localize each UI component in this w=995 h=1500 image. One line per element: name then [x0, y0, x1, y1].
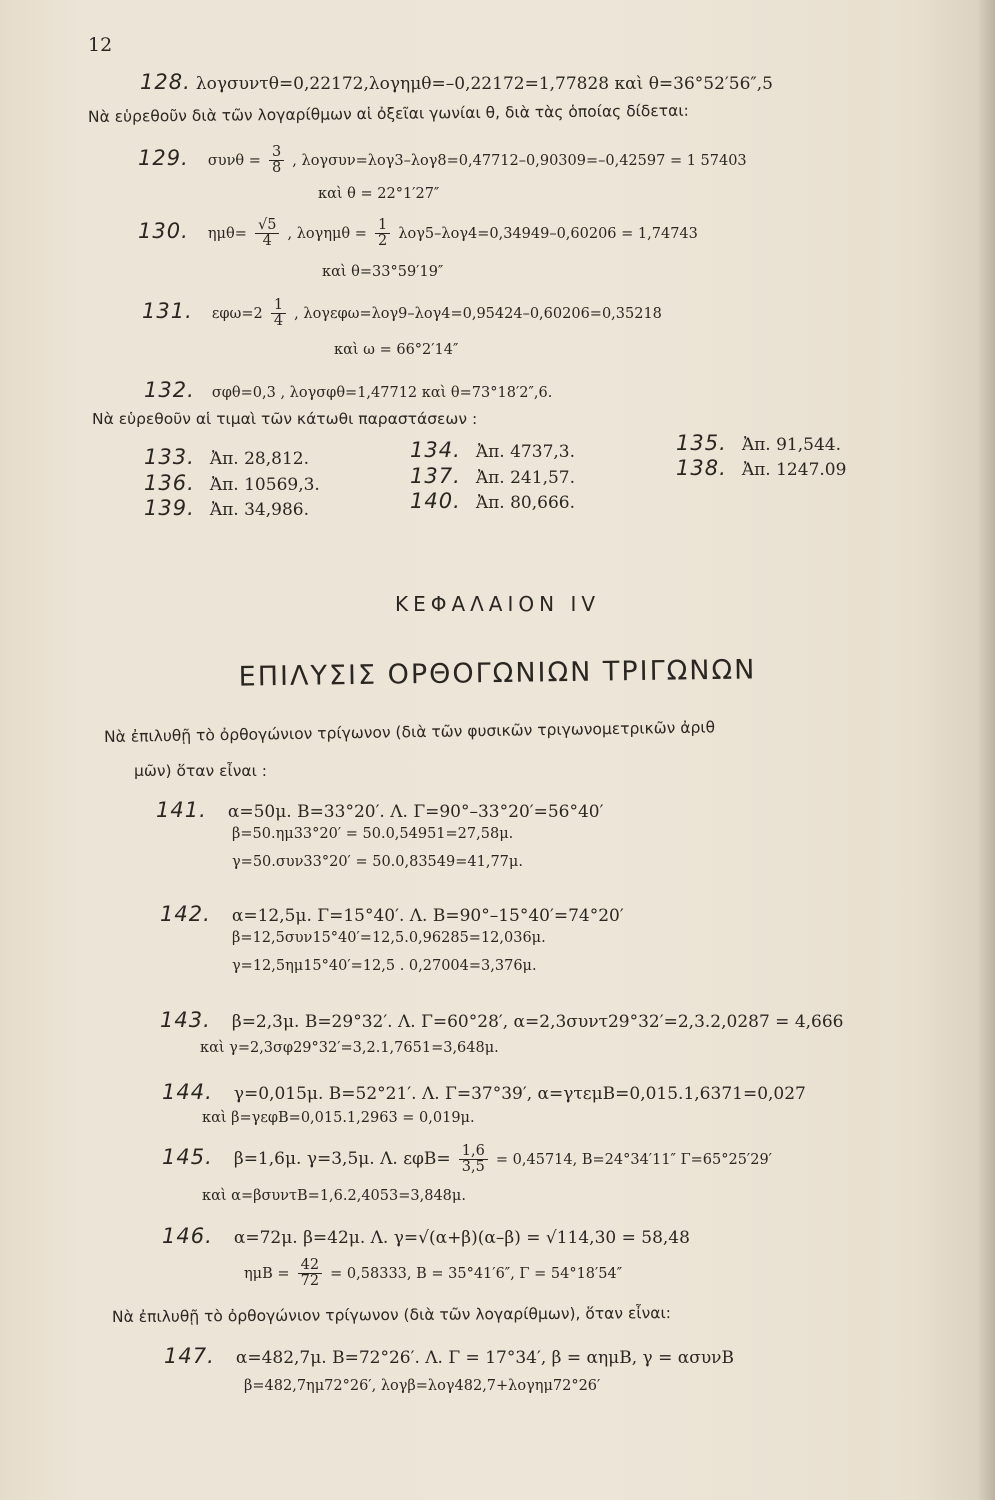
problem-146: [162, 1224, 690, 1248]
problem-number: 132.: [144, 378, 195, 402]
problem-145-line2: καὶ α=βσυντΒ=1,6.2,4053=3,848μ.: [202, 1188, 466, 1204]
page-edge-shadow: [977, 0, 995, 1500]
numerator: √5: [255, 218, 279, 234]
denominator: 72: [300, 1273, 320, 1290]
problem-131-result: καὶ ω = 66°2′14″: [334, 342, 459, 358]
problem-144: [162, 1080, 806, 1104]
answer-value: Ἀπ. 241,57.: [475, 468, 576, 488]
numerator: 42: [298, 1258, 322, 1274]
problem-text: σφθ=0,3 , λογσφθ=1,47712 καὶ θ=73°18′2″,6.: [211, 385, 553, 401]
formula-lhs: εφω=2: [211, 306, 263, 323]
problem-number: 135.: [676, 431, 727, 455]
problem-number: 142.: [160, 902, 211, 926]
fraction: [271, 298, 286, 329]
answer-value: Ἀπ. 4737,3.: [475, 442, 576, 462]
problem-number: 131.: [142, 299, 193, 324]
section-heading-3: Νὰ ἐπιλυθῇ τὸ ὀρθογώνιον τρίγωνον (διὰ τῶν λογαρίθμων), ὅταν εἶναι:: [111, 1304, 671, 1326]
intro-text-line2: μῶν) ὅταν εἶναι :: [134, 762, 267, 780]
fraction: [459, 1144, 488, 1175]
problem-147: [164, 1344, 734, 1368]
problem-number: 133.: [144, 445, 195, 469]
problem-number: 140.: [410, 489, 461, 513]
problem-given: α=72μ. β=42μ. Λ. γ=√(α+β)(α–β) = √114,30 = 58,48: [233, 1228, 690, 1248]
problem-141-line2: β=50.ημ33°20′ = 50.0,54951=27,58μ.: [232, 826, 514, 842]
denominator: 3,5: [461, 1159, 485, 1176]
problem-number: 129.: [138, 146, 189, 171]
problem-146-line2: [244, 1258, 622, 1289]
problem-given: β=1,6μ. γ=3,5μ. Λ. εφΒ=: [233, 1149, 451, 1170]
problem-text: λογσυντθ=0,22172,λογημθ=–0,22172=1,77828 καὶ θ=36°52′56″,5: [195, 74, 773, 94]
formula-rest: , λογσυν=λογ3–λογ8=0,47712–0,90309=–0,42597 = 1 57403: [292, 153, 747, 170]
answer-137: [410, 464, 575, 488]
numerator: 1: [271, 298, 286, 314]
problem-147-line2: β=482,7ημ72°26′, λογβ=λογ482,7+λογημ72°26′: [244, 1378, 601, 1394]
problem-number: 136.: [144, 471, 195, 495]
chapter-title: ΕΠΙΛΥΣΙΣ ΟΡΘΟΓΩΝΙΩΝ ΤΡΙΓΩΝΩΝ: [238, 654, 757, 693]
numerator: 3: [269, 145, 284, 161]
fraction: [375, 218, 390, 249]
answer-value: Ἀπ. 91,544.: [741, 435, 842, 455]
problem-number: 130.: [138, 219, 189, 244]
chapter-label: ΚΕΦΑΛΑΙΟΝ IV: [394, 592, 601, 616]
problem-128: [140, 70, 773, 94]
answer-134: [410, 438, 575, 462]
answer-135: [676, 431, 841, 455]
problem-143-line2: καὶ γ=2,3σφ29°32′=3,2.1,7651=3,648μ.: [200, 1040, 499, 1056]
problem-142: [160, 902, 624, 926]
problem-number: 143.: [160, 1008, 211, 1032]
answer-value: Ἀπ. 10569,3.: [209, 475, 320, 495]
intro-text-line1: Νὰ ἐπιλυθῇ τὸ ὀρθογώνιον τρίγωνον (διὰ τῶν φυσικῶν τριγωνομετρικῶν ἀριθ: [103, 718, 716, 746]
problem-number: 144.: [162, 1080, 213, 1104]
section-heading-1: Νὰ εὑρεθοῦν διὰ τῶν λογαρίθμων αἱ ὀξεῖαι γωνίαι θ, διὰ τὰς ὁποίας δίδεται:: [87, 101, 689, 126]
denominator: 4: [273, 313, 284, 330]
fraction: [269, 145, 284, 176]
formula-rest: = 0,45714, Β=24°34′11″ Γ=65°25′29′: [495, 1152, 772, 1169]
problem-141-line3: γ=50.συν33°20′ = 50.0,83549=41,77μ.: [232, 854, 523, 870]
problem-number: 138.: [676, 456, 727, 480]
answer-139: [144, 496, 309, 520]
problem-144-line2: καὶ β=γεφΒ=0,015.1,2963 = 0,019μ.: [202, 1110, 475, 1126]
problem-141: [156, 798, 604, 822]
problem-given: γ=0,015μ. Β=52°21′. Λ. Γ=37°39′, α=γτεμΒ=0,015.1,6371=0,027: [233, 1084, 806, 1104]
fraction: [298, 1258, 322, 1289]
answer-140: [410, 489, 575, 513]
numerator: 1,6: [459, 1144, 488, 1160]
problem-number: 139.: [144, 496, 195, 520]
problem-132: [144, 378, 552, 402]
formula-mid: , λογημθ =: [287, 226, 367, 243]
formula-lhs: συνθ =: [207, 153, 261, 170]
section-heading-2: Νὰ εὑρεθοῦν αἱ τιμαὶ τῶν κάτωθι παραστάσεων :: [92, 410, 478, 428]
denominator: 2: [378, 233, 388, 250]
formula-rest: λογ5–λογ4=0,34949–0,60206 = 1,74743: [398, 226, 698, 243]
formula-rest: = 0,58333, Β = 35°41′6″, Γ = 54°18′54″: [330, 1266, 623, 1283]
problem-number: 137.: [410, 464, 461, 488]
problem-given: α=50μ. Β=33°20′. Λ. Γ=90°–33°20′=56°40′: [227, 802, 604, 822]
formula-rest: , λογεφω=λογ9–λογ4=0,95424–0,60206=0,35218: [294, 306, 662, 323]
page-number: 12: [88, 34, 113, 56]
problem-number: 134.: [410, 438, 461, 462]
problem-number: 141.: [156, 798, 207, 822]
answer-value: Ἀπ. 80,666.: [475, 493, 576, 513]
problem-number: 145.: [162, 1145, 213, 1170]
problem-129: [138, 145, 747, 176]
problem-number: 147.: [164, 1344, 215, 1368]
answer-value: Ἀπ. 34,986.: [209, 500, 310, 520]
denominator: 4: [262, 233, 272, 250]
problem-number: 128.: [140, 70, 191, 94]
problem-130: [138, 218, 698, 249]
problem-given: α=482,7μ. Β=72°26′. Λ. Γ = 17°34′, β = αημΒ, γ = ασυνΒ: [235, 1348, 734, 1368]
problem-143: [160, 1008, 844, 1032]
numerator: 1: [375, 218, 390, 234]
problem-142-line2: β=12,5συν15°40′=12,5.0,96285=12,036μ.: [232, 930, 546, 946]
problem-130-result: καὶ θ=33°59′19″: [322, 264, 444, 280]
problem-142-line3: γ=12,5ημ15°40′=12,5 . 0,27004=3,376μ.: [232, 958, 537, 974]
problem-given: β=2,3μ. Β=29°32′. Λ. Γ=60°28′, α=2,3συντ29°32′=2,3.2,0287 = 4,666: [231, 1012, 844, 1032]
fraction: [255, 218, 279, 249]
answer-138: [676, 456, 846, 480]
denominator: 8: [271, 160, 282, 177]
answer-value: Ἀπ. 28,812.: [209, 449, 310, 469]
answer-value: Ἀπ. 1247.09: [741, 460, 847, 480]
problem-number: 146.: [162, 1224, 213, 1248]
answer-136: [144, 471, 320, 495]
problem-131: [142, 298, 662, 329]
formula-lhs: ημΒ =: [244, 1266, 290, 1283]
answer-133: [144, 445, 309, 469]
problem-129-result: καὶ θ = 22°1′27″: [318, 186, 440, 202]
problem-145: [162, 1144, 772, 1175]
formula-lhs: ημθ=: [207, 226, 247, 243]
problem-given: α=12,5μ. Γ=15°40′. Λ. Β=90°–15°40′=74°20′: [231, 906, 624, 926]
